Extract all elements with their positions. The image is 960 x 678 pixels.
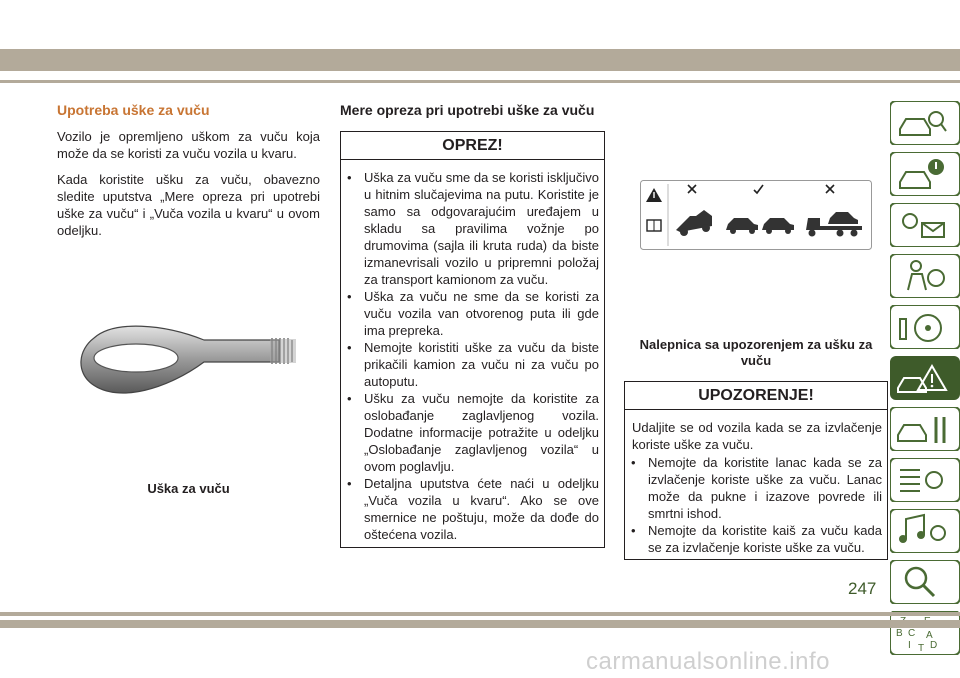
service-icon[interactable]	[890, 407, 960, 451]
caution-item: • Detaljna uputstva ćete naći u odeljku „Vuča vozila u kvaru“. Ako se ove smernice ne poštuju, može da dođe do oštećena vozila.	[344, 475, 599, 543]
caution-item: • Nemojte koristiti uške za vuču da biste prikačili kamion za vuču ni za vuču po autoputu.	[344, 339, 599, 390]
header-line	[0, 80, 960, 83]
index-letter: T	[918, 643, 925, 654]
caution-item: • Uška za vuču sme da se koristi isključivo u hitnim slučajevima na putu. Koristite je samo sa odgovarajućim uređajem u skladu sa pravilima vožnje po drumovima (sajla ili kruta ruda) da biste izmanevrisali vozilo u pripremni položaj za transport kamionom za vuču.	[344, 169, 599, 288]
left-text	[57, 128, 320, 239]
hook-caption: Uška za vuču	[147, 481, 230, 496]
caution-title: OPREZ!	[341, 132, 604, 160]
warning-item: • Nemojte da koristite lanac kada se za izvlačenje koriste uške za vuču. Lanac može da pukne i izazove povrede ili smrtni ishod.	[628, 454, 882, 522]
emergency-towing-icon[interactable]	[890, 356, 960, 400]
car-warning-icon[interactable]	[890, 152, 960, 196]
chapter-tabs	[890, 101, 960, 662]
index-letter: I	[908, 640, 911, 651]
warning-title: UPOZORENJE!	[625, 382, 887, 410]
safety-icon[interactable]	[890, 254, 960, 298]
left-paragraph-1: Vozilo je opremljeno uškom za vuču koja može da se koristi za vuču vozila u kvaru.	[57, 129, 320, 161]
index-letter: B	[896, 628, 903, 639]
watermark: carmanualsonline.info	[586, 648, 830, 675]
index-letter: A	[926, 630, 933, 641]
warning-label-image	[640, 180, 872, 250]
dashboard-lights-icon[interactable]	[890, 203, 960, 247]
header-band	[0, 49, 960, 71]
specifications-icon[interactable]	[890, 458, 960, 502]
left-paragraph-2: Kada koristite ušku za vuču, obavezno sledite uputstva „Mere opreza pri upotrebi uške za vuču“ i „Vuča vozila u kvaru“ u ovom odeljku.	[57, 172, 320, 238]
caution-item: • Ušku za vuču nemojte da koristite za oslobađanje zaglavljenog vozila. Dodatne informacije potražite u odeljku „Oslobađanje zaglavljenog vozila“ u ovom poglavlju.	[344, 390, 599, 475]
label-caption: Nalepnica sa upozorenjem za ušku za vuču	[639, 337, 873, 368]
footer-band-2	[0, 620, 960, 628]
warning-list	[625, 453, 887, 556]
page-number: 247	[848, 579, 877, 598]
warning-box	[624, 381, 888, 560]
tow-hook-image	[74, 318, 304, 408]
caution-item: • Uška za vuču ne sme da se koristi za vuču vozila van otvorenog puta ili gde ima prepreka.	[344, 288, 599, 339]
left-heading: Upotreba uške za vuču	[57, 102, 210, 118]
steering-icon[interactable]	[890, 305, 960, 349]
warning-intro: Udaljite se od vozila kada se za izvlačenje koriste uške za vuču.	[632, 420, 882, 452]
index-letter: C	[908, 628, 916, 639]
warning-item: • Nemojte da koristite kaiš za vuču kada se za izvlačenje koriste uške za vuču.	[628, 522, 882, 556]
multimedia-icon[interactable]	[890, 509, 960, 553]
caution-box	[340, 131, 605, 548]
index-letter: D	[930, 640, 938, 651]
search-icon[interactable]	[890, 560, 960, 604]
footer-band	[0, 612, 960, 616]
car-info-icon[interactable]	[890, 101, 960, 145]
caution-list	[341, 160, 604, 543]
middle-heading: Mere opreza pri upotrebi uške za vuču	[340, 102, 595, 118]
index-icon[interactable]	[890, 611, 960, 655]
